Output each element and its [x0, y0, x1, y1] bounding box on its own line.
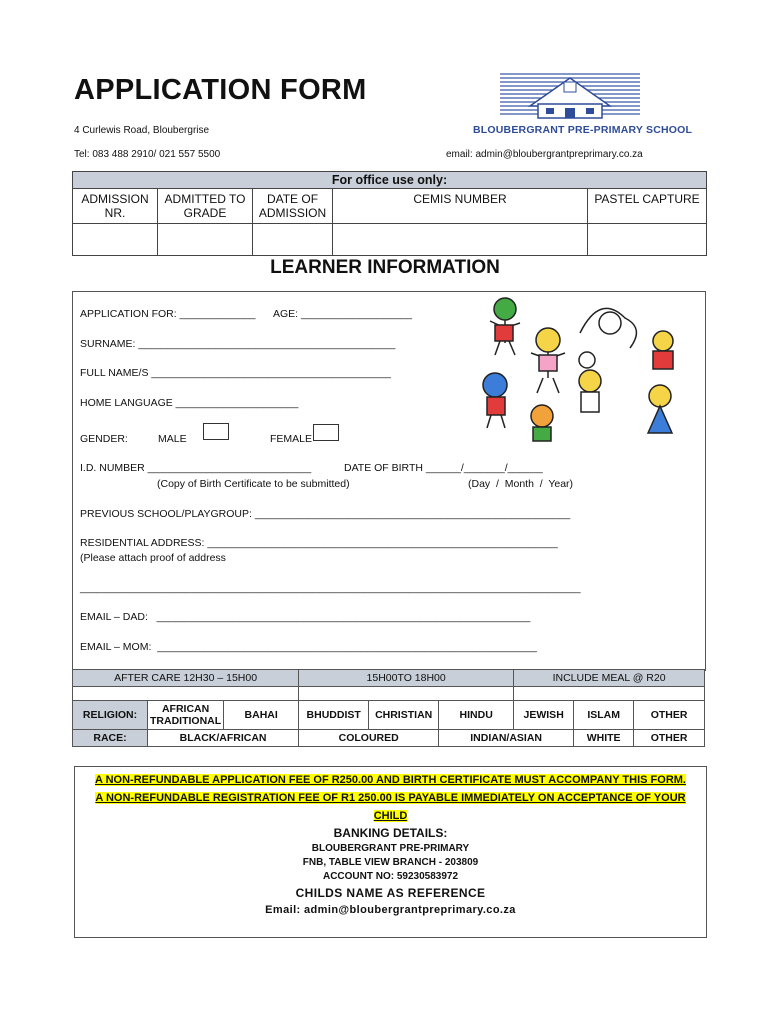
date-of-birth-field[interactable]: DATE OF BIRTH ______/_______/______ [344, 462, 543, 474]
age-field[interactable]: AGE: ___________________ [273, 308, 412, 320]
gender-label: GENDER: [80, 433, 128, 445]
race-option[interactable]: OTHER [634, 730, 705, 747]
religion-option[interactable]: OTHER [634, 701, 705, 730]
email-mom-field[interactable]: EMAIL – MOM: _________________________________________________________________ [80, 641, 537, 653]
full-names-field[interactable]: FULL NAME/S _________________________________________ [80, 367, 391, 379]
school-telephone: Tel: 083 488 2910/ 021 557 5500 [74, 149, 221, 160]
surname-field[interactable]: SURNAME: ____________________________________________ [80, 338, 396, 350]
learner-info-heading: LEARNER INFORMATION [270, 257, 500, 278]
religion-option[interactable]: JEWISH [514, 701, 574, 730]
religion-option[interactable]: BHUDDIST [299, 701, 369, 730]
religion-option[interactable]: HINDU [439, 701, 514, 730]
pastel-capture-header: PASTEL CAPTURE [588, 189, 707, 224]
admission-nr-header: ADMISSION NR. [73, 189, 158, 224]
religion-option[interactable]: AFRICAN TRADITIONAL [148, 701, 224, 730]
religion-option[interactable]: ISLAM [574, 701, 634, 730]
race-option[interactable]: WHITE [574, 730, 634, 747]
reference-note: CHILDS NAME AS REFERENCE [295, 886, 486, 900]
religion-label: RELIGION: [73, 701, 148, 730]
bank-account-name: BLOUBERGRANT PRE-PRIMARY [311, 843, 470, 854]
male-label: MALE [158, 433, 187, 445]
home-language-field[interactable]: HOME LANGUAGE _____________________ [80, 397, 299, 409]
school-address: 4 Curlewis Road, Bloubergrise [74, 125, 210, 136]
pastel-capture-cell[interactable] [588, 224, 707, 256]
office-use-table [72, 171, 707, 256]
female-checkbox[interactable] [313, 424, 339, 441]
female-label: FEMALE [270, 433, 313, 445]
fee-notice-box [74, 766, 707, 938]
aftercare-cell-2[interactable] [299, 687, 514, 701]
children-cartoon-icon [445, 293, 695, 443]
aftercare-option-3: INCLUDE MEAL @ R20 [514, 670, 705, 687]
aftercare-option-1: AFTER CARE 12H30 – 15H00 [73, 670, 299, 687]
notice-email: Email: admin@bloubergrantpreprimary.co.za [265, 904, 516, 916]
bank-account-number: ACCOUNT NO: 59230583972 [322, 871, 459, 882]
religion-option[interactable]: CHRISTIAN [369, 701, 439, 730]
race-option[interactable]: COLOURED [299, 730, 439, 747]
email-dad-field[interactable]: EMAIL – DAD: ________________________________________________________________ [80, 611, 531, 623]
race-option[interactable]: BLACK/AFRICAN [148, 730, 299, 747]
registration-fee-notice: A NON-REFUNDABLE REGISTRATION FEE OF R1 250.00 IS PAYABLE IMMEDIATELY ON ACCEPTANCE OF YOUR CHILD [95, 792, 686, 822]
application-for-field[interactable]: APPLICATION FOR: _____________ [80, 308, 256, 320]
page-title: APPLICATION FORM [74, 74, 367, 106]
aftercare-religion-race-table [72, 669, 705, 747]
admitted-grade-cell[interactable] [158, 224, 253, 256]
proof-of-address-note: (Please attach proof of address [80, 552, 226, 564]
male-checkbox[interactable] [203, 423, 229, 440]
race-label: RACE: [73, 730, 148, 747]
school-email: email: admin@bloubergrantpreprimary.co.za [446, 149, 643, 160]
address-line[interactable]: __________________________________________________________________________________________ [80, 583, 581, 594]
admission-nr-cell[interactable] [73, 224, 158, 256]
application-fee-notice: A NON-REFUNDABLE APPLICATION FEE OF R250.00 AND BIRTH CERTIFICATE MUST ACCOMPANY THIS FORM. [95, 774, 686, 786]
bank-branch: FNB, TABLE VIEW BRANCH - 203809 [302, 857, 479, 868]
school-name: BLOUBERGRANT PRE-PRIMARY SCHOOL [473, 124, 693, 136]
aftercare-cell-1[interactable] [73, 687, 299, 701]
race-option[interactable]: INDIAN/ASIAN [439, 730, 574, 747]
cemis-number-cell[interactable] [333, 224, 588, 256]
admitted-grade-header: ADMITTED TO GRADE [158, 189, 253, 224]
admission-date-header: DATE OF ADMISSION [253, 189, 333, 224]
admission-date-cell[interactable] [253, 224, 333, 256]
birth-certificate-note: (Copy of Birth Certificate to be submitted) [157, 478, 350, 490]
aftercare-cell-3[interactable] [514, 687, 705, 701]
id-number-field[interactable]: I.D. NUMBER ____________________________ [80, 462, 312, 474]
banking-details-heading: BANKING DETAILS: [333, 826, 448, 840]
cemis-number-header: CEMIS NUMBER [333, 189, 588, 224]
dob-format-note: (Day / Month / Year) [468, 478, 574, 490]
religion-option[interactable]: BAHAI [224, 701, 299, 730]
office-use-heading: For office use only: [73, 172, 707, 189]
residential-address-field[interactable]: RESIDENTIAL ADDRESS: ____________________________________________________________ [80, 537, 558, 549]
previous-school-field[interactable]: PREVIOUS SCHOOL/PLAYGROUP: ______________________________________________________ [80, 508, 571, 520]
aftercare-option-2: 15H00TO 18H00 [299, 670, 514, 687]
